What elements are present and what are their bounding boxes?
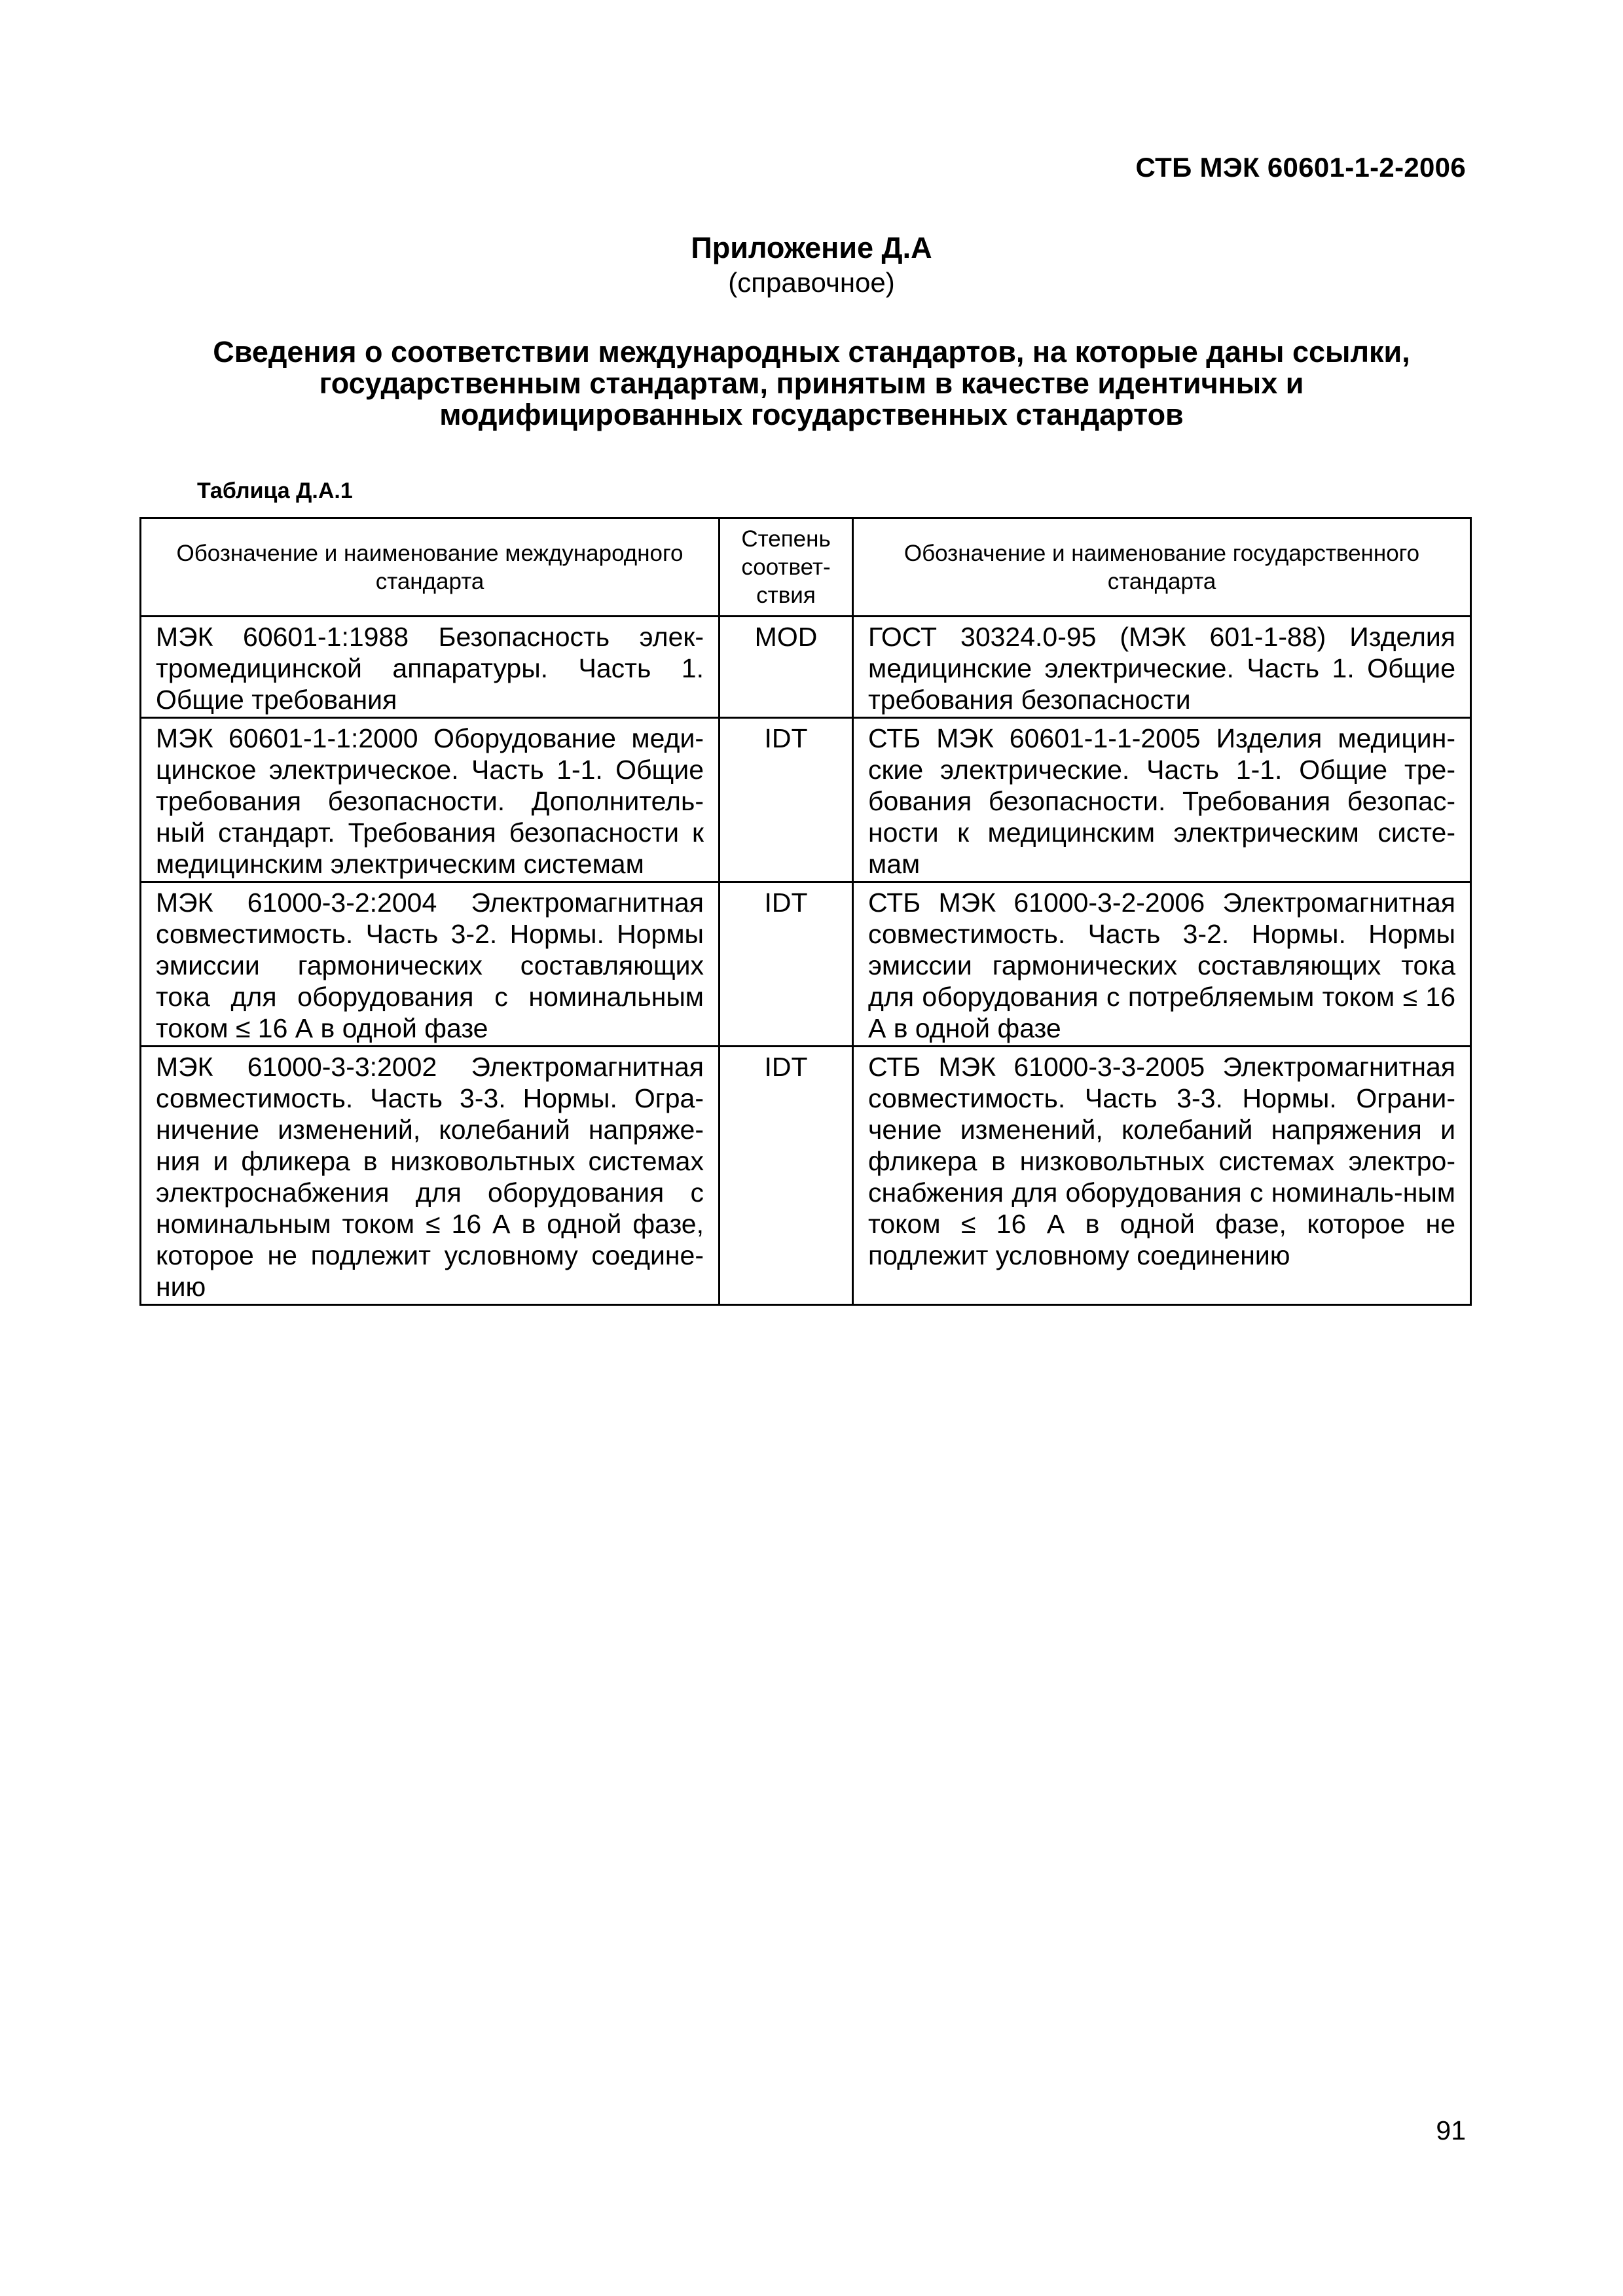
document-code: СТБ МЭК 60601-1-2-2006 [1135,152,1466,183]
national-standard-cell: ГОСТ 30324.0-95 (МЭК 601-1-88) Изделия медицинские электрические. Часть 1. Общие требования безопасности [853,617,1471,718]
section-heading [0,336,1623,431]
table-row [141,718,1471,882]
header-national-standard: Обозначение и наименование государственного стандарта [853,518,1471,617]
heading-line-3: модифицированных государственных стандартов [439,398,1184,431]
table-row [141,1047,1471,1305]
heading-line-2: государственным стандартам, принятым в качестве идентичных и [319,367,1304,400]
national-standard-cell: СТБ МЭК 60601-1-1-2005 Изделия медицин-ские электрические. Часть 1-1. Общие тре-бования безопасности. Требования безопас-ности к медицинским электрическим систе-мам [853,718,1471,882]
national-standard-cell: СТБ МЭК 61000-3-3-2005 Электромагнитная совместимость. Часть 3-3. Нормы. Ограни-чение изменений, колебаний напряжения и фликера в низковольтных системах электро-снабжения для оборудования с номиналь-ным током ≤ 16 А в одной фазе, которое не подлежит условному соединению [853,1047,1471,1305]
appendix-subtitle: (справочное) [728,267,895,298]
correspondence-table [139,517,1472,1306]
header-international-standard: Обозначение и наименование международного стандарта [141,518,720,617]
degree-cell: IDT [720,1047,853,1305]
table-row [141,617,1471,718]
header-degree-of-conformity: Степень соответ-ствия [720,518,853,617]
heading-line-1: Сведения о соответствии международных стандартов, на которые даны ссылки, [213,335,1410,368]
page-number: 91 [1436,2115,1466,2145]
degree-cell: MOD [720,617,853,718]
national-standard-cell: СТБ МЭК 61000-3-2-2006 Электромагнитная совместимость. Часть 3-2. Нормы. Нормы эмиссии гармонических составляющих тока для оборудования с потребляемым током ≤ 16 А в одной фазе [853,882,1471,1047]
table-row [141,882,1471,1047]
international-standard-cell: МЭК 61000-3-2:2004 Электромагнитная совместимость. Часть 3-2. Нормы. Нормы эмиссии гармонических составляющих тока для оборудования с номинальным током ≤ 16 А в одной фазе [141,882,720,1047]
international-standard-cell: МЭК 61000-3-3:2002 Электромагнитная совместимость. Часть 3-3. Нормы. Огра-ничение изменений, колебаний напряже-ния и фликера в низковольтных системах электроснабжения для оборудования с номинальным током ≤ 16 А в одной фазе, которое не подлежит условному соедине-нию [141,1047,720,1305]
international-standard-cell: МЭК 60601-1-1:2000 Оборудование меди-цинское электрическое. Часть 1-1. Общие требования безопасности. Дополнитель-ный стандарт. Требования безопасности к медицинским электрическим системам [141,718,720,882]
appendix-title: Приложение Д.А [691,231,932,264]
table-caption: Таблица Д.А.1 [197,478,353,503]
degree-cell: IDT [720,882,853,1047]
international-standard-cell: МЭК 60601-1:1988 Безопасность элек-тромедицинской аппаратуры. Часть 1. Общие требования [141,617,720,718]
degree-cell: IDT [720,718,853,882]
table-header-row [141,518,1471,617]
